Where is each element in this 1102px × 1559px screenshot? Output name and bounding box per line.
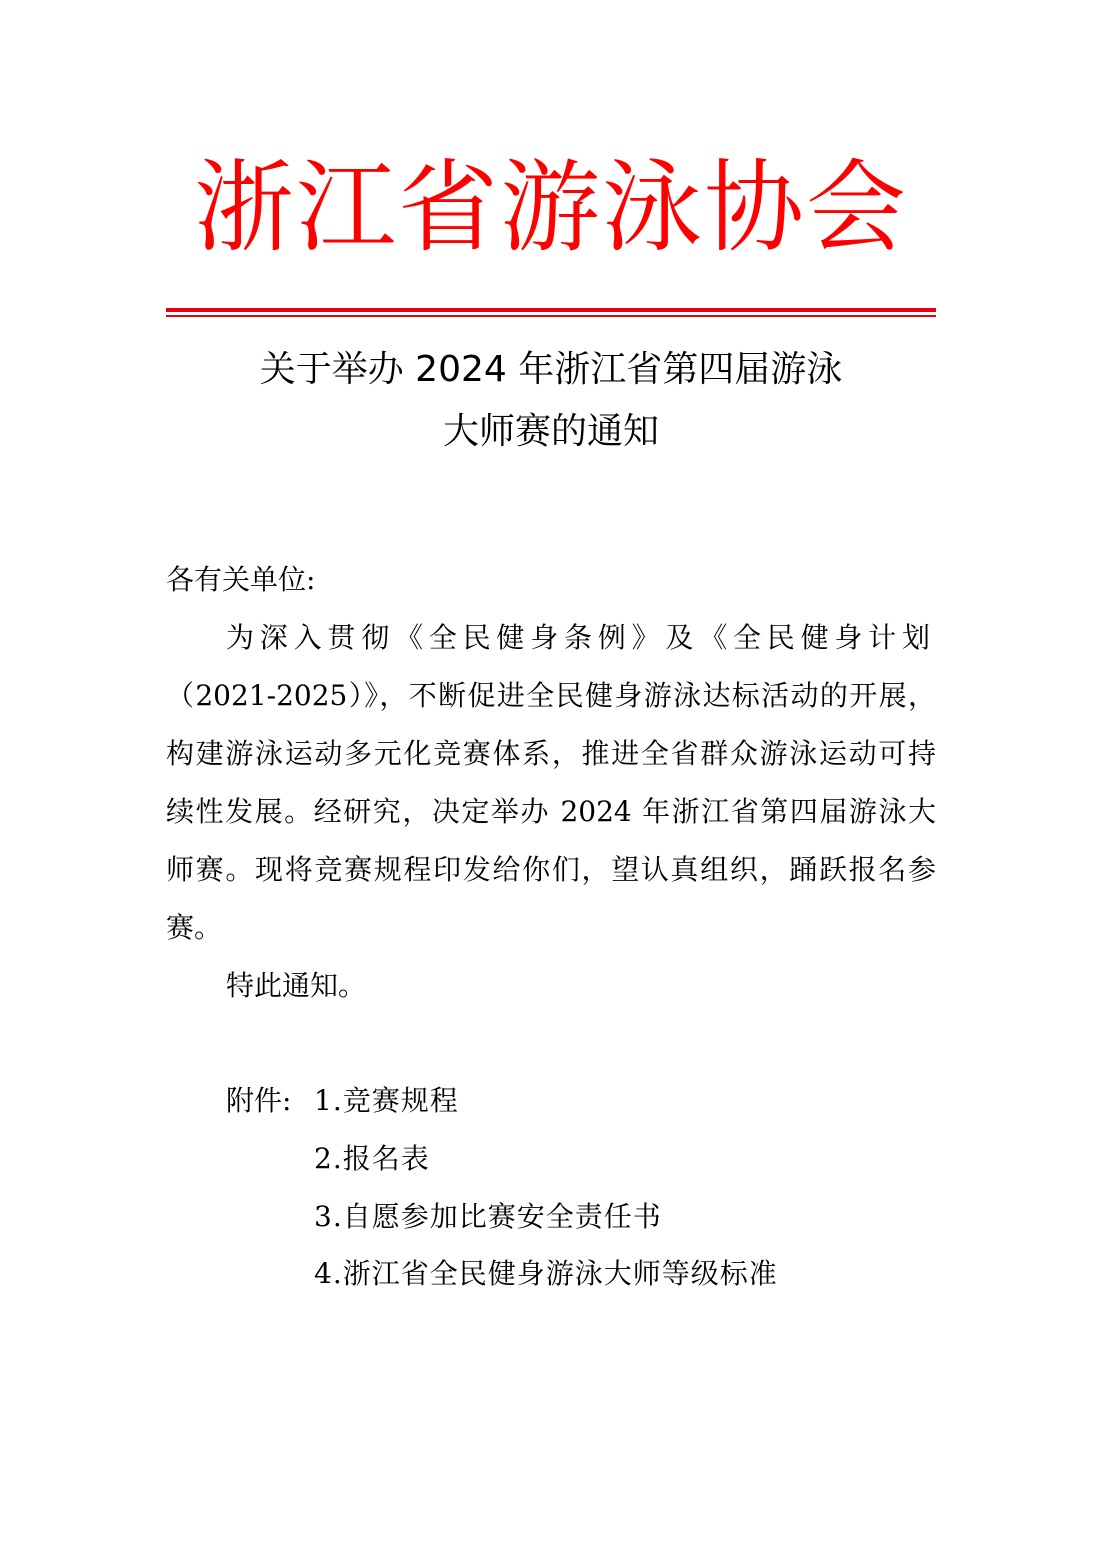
paragraph-line-5: 师赛。现将竞赛规程印发给你们，望认真组织，踊跃报名参 (166, 853, 936, 886)
attachment-item-2: 2.报名表 (314, 1142, 430, 1175)
attachment-item-4: 4.浙江省全民健身游泳大师等级标准 (314, 1257, 778, 1290)
paragraph-line-2: （2021-2025）》，不断促进全民健身游泳达标活动的开展， (166, 679, 936, 712)
closing-text: 特此通知。 (226, 969, 367, 1002)
paragraph-line-3: 构建游泳运动多元化竞赛体系，推进全省群众游泳运动可持 (166, 737, 936, 770)
attachment-item-1: 1.竞赛规程 (314, 1084, 459, 1117)
paragraph-line-6: 赛。 (166, 911, 223, 944)
header-divider-thick (166, 308, 936, 312)
organization-header: 浙江省游泳协会 (194, 149, 908, 266)
attachments-label: 附件: (226, 1084, 292, 1117)
header-divider-thin (166, 315, 936, 317)
paragraph-line-4: 续性发展。经研究，决定举办 2024 年浙江省第四届游泳大 (166, 795, 936, 828)
salutation: 各有关单位: (166, 563, 316, 596)
document-title-line-1: 关于举办 2024 年浙江省第四届游泳 (259, 349, 843, 390)
document-title-line-2: 大师赛的通知 (442, 411, 659, 452)
attachment-item-3: 3.自愿参加比赛安全责任书 (314, 1200, 662, 1233)
paragraph-line-1: 为深入贯彻《全民健身条例》及《全民健身计划 (226, 621, 932, 654)
